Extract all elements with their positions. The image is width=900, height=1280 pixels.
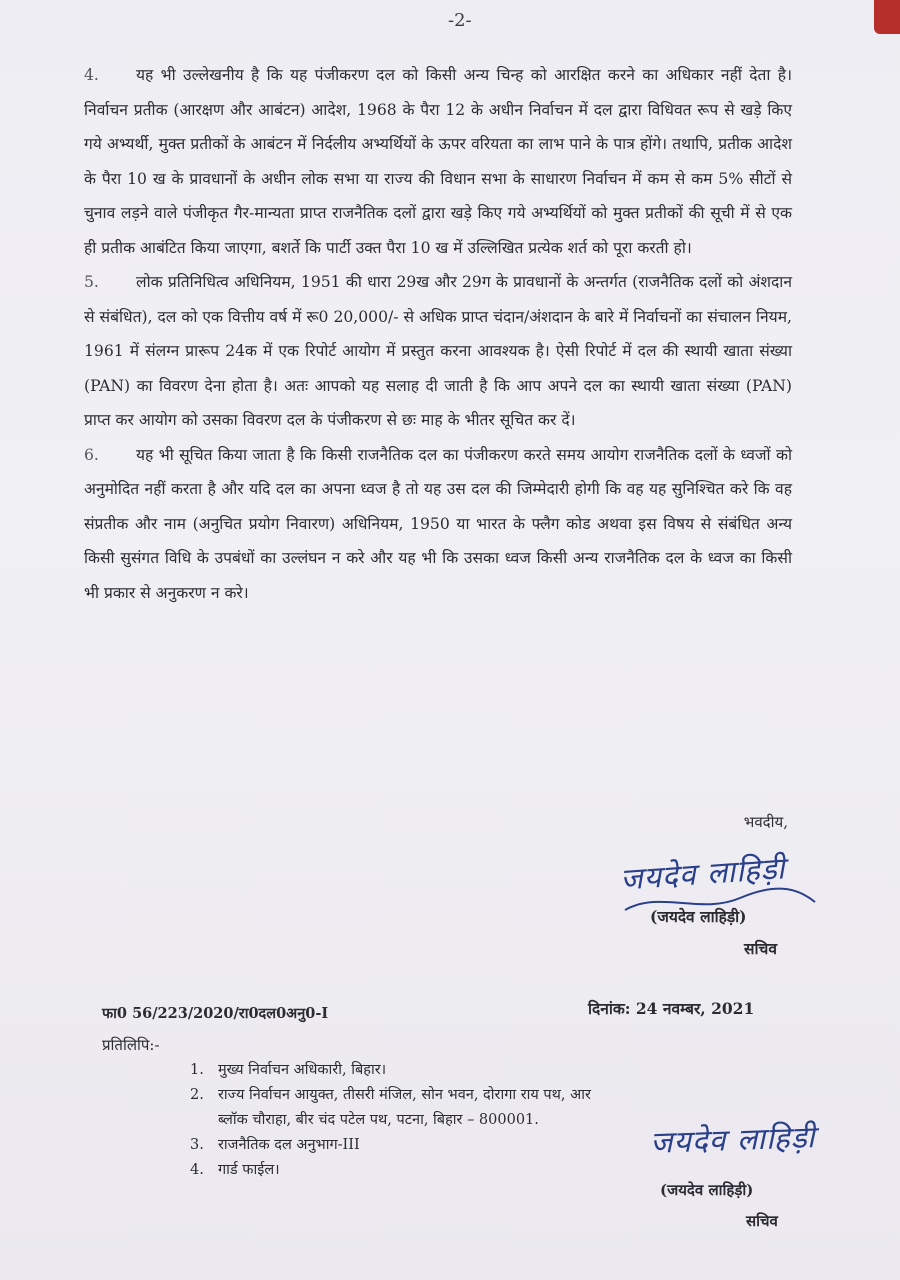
paragraph-number: 6. — [84, 445, 99, 464]
list-item-number: 2. — [190, 1087, 204, 1103]
list-item-number: 3. — [190, 1137, 204, 1153]
signatory-name-2: (जयदेव लाहिड़ी) — [660, 1181, 754, 1199]
closing-salutation: भवदीय, — [743, 813, 788, 831]
corner-mark — [874, 0, 900, 34]
page-number: -2- — [448, 10, 472, 31]
paragraph-text: यह भी सूचित किया जाता है कि किसी राजनैतिक दल का पंजीकरण करते समय आयोग राजनैतिक दलों के ध्वजों को अनुमोदित नहीं करता है और यदि दल का अपना ध्वज है तो यह उस दल की जिम्मेदारी होगी कि वह यह सुनिश्चित करे कि वह संप्रतीक और नाम (अनुचित प्रयोग निवारण) अधिनियम, 1950 या भारत के फ्लैग कोड अथवा इस विषय से संबंधित अन्य किसी सुसंगत विधि के उपबंधों का उल्लंघन न करे और यह भी कि उसका ध्वज किसी अन्य राजनैतिक दल के ध्वज का किसी भी प्रकार से अनुकरण न करे। — [84, 445, 792, 602]
list-item-number: 1. — [190, 1062, 204, 1078]
letter-body — [84, 58, 792, 610]
list-item-text: मुख्य निर्वाचन अधिकारी, बिहार। — [218, 1062, 387, 1078]
paragraph-text: यह भी उल्लेखनीय है कि यह पंजीकरण दल को किसी अन्य चिन्ह को आरक्षित करने का अधिकार नहीं देता है। निर्वाचन प्रतीक (आरक्षण और आबंटन) आदेश, 1968 के पैरा 12 के अधीन निर्वाचन में दल द्वारा विधिवत रूप से खड़े किए गये अभ्यर्थी, मुक्त प्रतीकों के आबंटन में निर्दलीय अभ्यर्थियों के ऊपर वरियता का लाभ पाने के पात्र होंगे। तथापि, प्रतीक आदेश के पैरा 10 ख के प्रावधानों के अधीन लोक सभा या राज्य की विधान सभा के साधारण निर्वाचन में कम से कम 5% सीटों से चुनाव लड़ने वाले पंजीकृत गैर-मान्यता प्राप्त राजनैतिक दलों द्वारा खड़े किए गये अभ्यर्थियों को मुक्त प्रतीकों की सूची में से एक ही प्रतीक आबंटित किया जाएगा, बशर्ते कि पार्टी उक्त पैरा 10 ख में उल्लिखित प्रत्येक शर्त को पूरा करती हो। — [84, 66, 792, 257]
letter-date: दिनांक: 24 नवम्बर, 2021 — [588, 999, 755, 1018]
signatory-title: सचिव — [744, 939, 777, 958]
paragraph-5 — [84, 265, 792, 438]
signatory-name: (जयदेव लाहिड़ी) — [650, 907, 747, 926]
list-item-number: 4. — [190, 1162, 204, 1178]
paragraph-4 — [84, 58, 792, 265]
signatory-title-2: सचिव — [746, 1212, 778, 1230]
paragraph-6 — [84, 438, 792, 611]
paragraph-text: लोक प्रतिनिधित्व अधिनियम, 1951 की धारा 29ख और 29ग के प्रावधानों के अन्तर्गत (राजनैतिक दलों को अंशदान से संबंधित), दल को एक वित्तीय वर्ष में रू0 20,000/- से अधिक प्राप्त चंदान/अंशदान के बारे में निर्वाचनों का संचालन नियम, 1961 में संलग्न प्रारूप 24क में एक रिपोर्ट आयोग में प्रस्तुत करना आवश्यक है। ऐसी रिपोर्ट में दल की स्थायी खाता संख्या (PAN) का विवरण देना होता है। अतः आपको यह सलाह दी जाती है कि आप अपने दल का स्थायी खाता संख्या (PAN) प्राप्त कर आयोग को उसका विवरण दल के पंजीकरण से छः माह के भीतर सूचित कर दें। — [84, 273, 792, 429]
list-item-text: गार्ड फाईल। — [218, 1162, 280, 1178]
list-item — [190, 1058, 810, 1083]
list-item-text: राज्य निर्वाचन आयुक्त, तीसरी मंजिल, सोन भवन, दोरागा राय पथ, आर ब्लॉक चौराहा, बीर चंद पटेल पथ, पटना, बिहार – 800001. — [218, 1087, 591, 1128]
signature-1: जयदेव लाहिड़ी — [619, 851, 787, 898]
file-number: फा0 56/223/2020/रा0दल0अनु0-I — [102, 1005, 329, 1022]
paragraph-number: 5. — [84, 273, 99, 291]
signature-2: जयदेव लाहिड़ी — [649, 1120, 817, 1161]
list-item-text: राजनैतिक दल अनुभाग-III — [218, 1137, 360, 1153]
copy-to-label: प्रतिलिपि:- — [102, 1036, 160, 1054]
paragraph-number: 4. — [84, 66, 99, 84]
